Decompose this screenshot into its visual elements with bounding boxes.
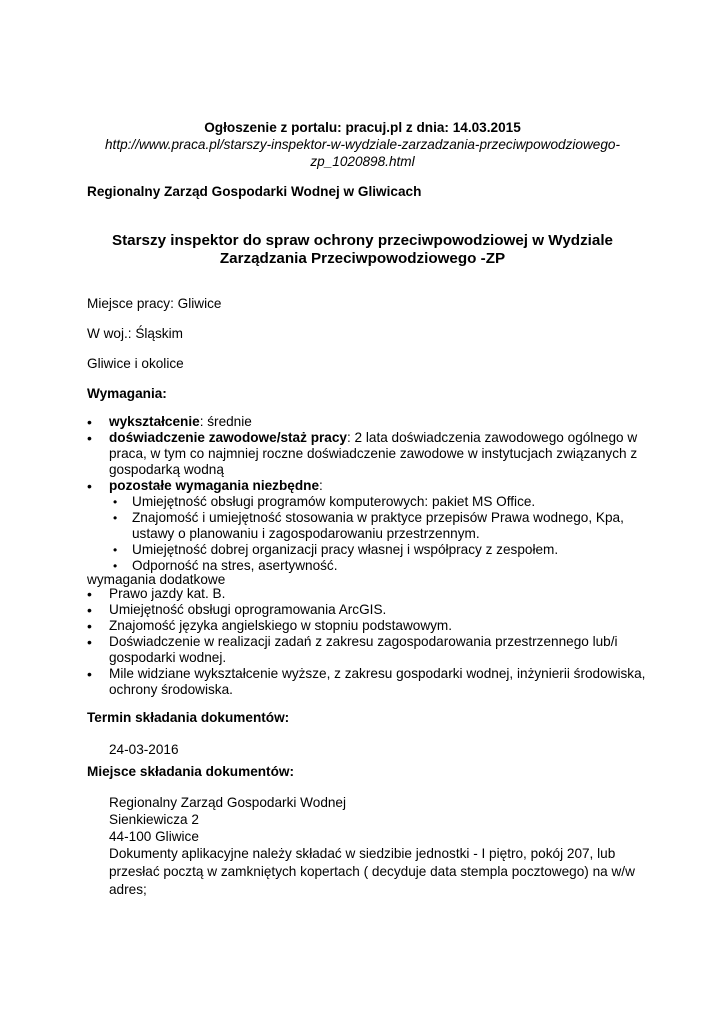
job-title-line1: Starszy inspektor do spraw ochrony przeciwpowodziowej w Wydziale: [111, 232, 613, 249]
source-line: Ogłoszenie z portalu: pracuj.pl z dnia: 14.03.2015: [204, 120, 521, 135]
list-item: • Prawo jazdy kat. B.: [87, 586, 647, 602]
province: W woj.: Śląskim: [87, 326, 183, 341]
requirements-list: [87, 414, 647, 574]
experience-value: : 2 lata doświadczenia zawodowego ogólnego w praca, w tym co najmniej roczne doświadczenie zawodowe w instytucjach związanych z gospodarką wodną: [109, 430, 638, 477]
other-requirements-list: [109, 494, 647, 574]
list-item: [87, 430, 647, 478]
education-label: wykształcenie: [109, 414, 200, 429]
experience-label: doświadczenie zawodowe/staż pracy: [109, 430, 347, 445]
submission-city: 44-100 Gliwice: [109, 829, 199, 844]
list-item: • Doświadczenie w realizacji zadań z zakresu zagospodarowania przestrzennego lub/i gospodarki wodnej.: [87, 634, 647, 666]
submission-street: Sienkiewicza 2: [109, 812, 199, 827]
submission-address: [109, 794, 649, 899]
other-requirements-label: pozostałe wymagania niezbędne: [109, 478, 319, 493]
requirements-heading: Wymagania:: [87, 386, 167, 401]
deadline-date: 24-03-2016: [109, 742, 179, 757]
source-url-line2[interactable]: zp_1020898.html: [310, 154, 415, 169]
list-item: [87, 414, 647, 430]
submission-heading: Miejsce składania dokumentów:: [87, 764, 294, 779]
area: Gliwice i okolice: [87, 356, 184, 371]
list-item: • Umiejętność obsługi programów komputerowych: pakiet MS Office.: [109, 494, 647, 510]
deadline-heading: Termin składania dokumentów:: [87, 710, 290, 725]
submission-note: Dokumenty aplikacyjne należy składać w siedzibie jednostki - I piętro, pokój 207, lub przesłać pocztą w zamkniętych kopertach ( decyduje data stempla pocztowego) na w/w adres;: [109, 846, 635, 897]
submission-org: Regionalny Zarząd Gospodarki Wodnej: [109, 795, 347, 810]
list-item: • Odporność na stres, asertywność.: [109, 558, 647, 574]
list-item: • Umiejętność obsługi oprogramowania ArcGIS.: [87, 602, 647, 618]
list-item: • Znajomość i umiejętność stosowania w praktyce przepisów Prawa wodnego, Kpa, ustawy o planowaniu i zagospodarowaniu przestrzennym.: [109, 510, 647, 542]
employer-name: Regionalny Zarząd Gospodarki Wodnej w Gliwicach: [87, 184, 422, 199]
job-title-line2: Zarządzania Przeciwpowodziowego -ZP: [219, 250, 506, 267]
other-requirements-colon: :: [319, 478, 323, 493]
list-item: [87, 478, 647, 574]
additional-heading: wymagania dodatkowe: [87, 572, 226, 587]
source-url-line1[interactable]: http://www.praca.pl/starszy-inspektor-w-wydziale-zarzadzania-przeciwpowodziowego-: [104, 137, 620, 152]
additional-requirements-list: [87, 586, 647, 698]
education-value: : średnie: [199, 414, 252, 429]
list-item: • Mile widziane wykształcenie wyższe, z zakresu gospodarki wodnej, inżynierii środowiska, ochrony środowiska.: [87, 666, 647, 698]
workplace: Miejsce pracy: Gliwice: [87, 296, 222, 311]
list-item: • Znajomość języka angielskiego w stopniu podstawowym.: [87, 618, 647, 634]
list-item: • Umiejętność dobrej organizacji pracy własnej i współpracy z zespołem.: [109, 542, 647, 558]
